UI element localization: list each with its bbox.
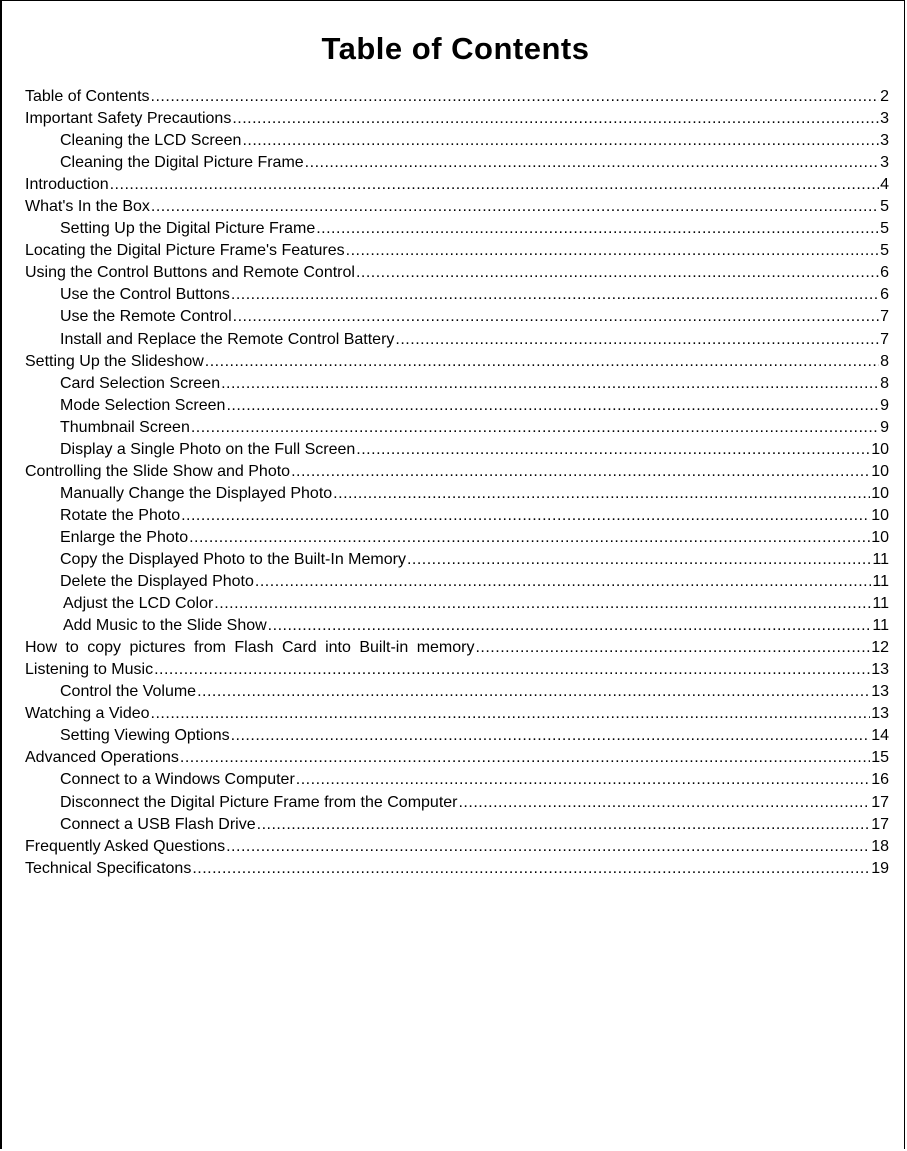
dot-leader <box>291 461 870 483</box>
dot-leader <box>205 351 879 373</box>
toc-entry[interactable] <box>25 461 889 483</box>
toc-entry[interactable] <box>25 152 889 174</box>
toc-entry-label: Use the Remote Control <box>60 308 232 326</box>
toc-entry-label: Card Selection Screen <box>60 374 221 392</box>
toc-entry-page-number: 13 <box>871 683 889 701</box>
toc-entry-label: Setting Up the Digital Picture Frame <box>60 220 316 238</box>
toc-entry-label: Enlarge the Photo <box>60 528 189 546</box>
toc-entry-page-number: 14 <box>871 727 889 745</box>
dot-leader <box>316 218 879 240</box>
dot-leader <box>356 262 879 284</box>
toc-entry[interactable] <box>25 681 889 703</box>
toc-entry[interactable] <box>25 858 889 880</box>
toc-entry-page-number: 5 <box>880 242 889 260</box>
toc-entry-page-number: 8 <box>880 352 889 370</box>
toc-entry-page-number: 8 <box>880 374 889 392</box>
toc-entry-page-number: 18 <box>871 837 889 855</box>
toc-entry-page-number: 12 <box>871 639 889 657</box>
toc-entry[interactable] <box>25 549 889 571</box>
toc-entry-page-number: 9 <box>880 418 889 436</box>
toc-entry[interactable] <box>25 615 889 637</box>
toc-entry-label: Connect to a Windows Computer <box>60 771 295 789</box>
toc-entry[interactable] <box>25 373 889 395</box>
toc-entry-label: Introduction <box>25 176 109 194</box>
dot-leader <box>151 196 879 218</box>
toc-entry-page-number: 13 <box>871 705 889 723</box>
toc-entry-label: What's In the Box <box>25 198 150 216</box>
dot-leader <box>191 417 879 439</box>
toc-entry[interactable] <box>25 439 889 461</box>
dot-leader <box>154 659 870 681</box>
toc-entry-page-number: 11 <box>872 550 889 568</box>
toc-entry-label: Watching a Video <box>25 705 150 723</box>
dot-leader <box>110 174 879 196</box>
toc-entry-label: Setting Viewing Options <box>60 727 230 745</box>
toc-entry-label: Disconnect the Digital Picture Frame from the Computer <box>60 793 458 811</box>
dot-leader <box>232 108 879 130</box>
dot-leader <box>395 329 879 351</box>
toc-entry[interactable] <box>25 218 889 240</box>
dot-leader <box>180 747 870 769</box>
toc-entry-page-number: 9 <box>880 396 889 414</box>
toc-entry-page-number: 7 <box>880 330 889 348</box>
toc-entry-label: Controlling the Slide Show and Photo <box>25 462 291 480</box>
toc-entry[interactable] <box>25 527 889 549</box>
dot-leader <box>233 306 879 328</box>
dot-leader <box>407 549 871 571</box>
toc-entry-label: Table of Contents <box>25 88 150 105</box>
toc-entry[interactable] <box>25 483 889 505</box>
toc-entry[interactable] <box>25 659 889 681</box>
toc-entry-page-number: 6 <box>880 264 889 282</box>
toc-entry-label: Install and Replace the Remote Control Battery <box>60 330 395 348</box>
toc-entry-page-number: 11 <box>872 595 889 613</box>
dot-leader <box>197 681 870 703</box>
toc-entry-page-number: 10 <box>871 440 889 458</box>
toc-entry-page-number: 3 <box>880 110 889 128</box>
toc-entry-label: Listening to Music <box>25 661 154 679</box>
toc-entry[interactable] <box>25 284 889 306</box>
dot-leader <box>181 505 870 527</box>
toc-entry[interactable] <box>25 505 889 527</box>
toc-entry-page-number: 17 <box>871 815 889 833</box>
toc-entry[interactable] <box>25 329 889 351</box>
toc-entry-page-number: 7 <box>880 308 889 326</box>
toc-entry-label: How to copy pictures from Flash Card into Built-in memory <box>25 639 475 657</box>
toc-entry-page-number: 11 <box>872 617 889 635</box>
toc-entry[interactable] <box>25 306 889 328</box>
toc-entry-label: Copy the Displayed Photo to the Built-In Memory <box>60 550 406 568</box>
toc-entry[interactable] <box>25 593 889 615</box>
toc-entry-label: Technical Specificatons <box>25 859 192 877</box>
toc-entry-label: Important Safety Precautions <box>25 110 232 128</box>
toc-entry-label: Cleaning the LCD Screen <box>60 132 242 150</box>
dot-leader <box>242 130 879 152</box>
toc-entry-label: Delete the Displayed Photo <box>60 573 254 591</box>
toc-entry-page-number: 13 <box>871 661 889 679</box>
toc-entry-label: Frequently Asked Questions <box>25 837 226 855</box>
toc-entry-label: Cleaning the Digital Picture Frame <box>60 154 304 172</box>
toc-entry[interactable] <box>25 351 889 373</box>
toc-entry-label: Setting Up the Slideshow <box>25 352 204 370</box>
toc-entry[interactable] <box>25 703 889 725</box>
toc-entry[interactable] <box>25 86 889 108</box>
toc-entry[interactable] <box>25 769 889 791</box>
dot-leader <box>475 637 870 659</box>
dot-leader <box>151 86 880 108</box>
toc-entry-label: Display a Single Photo on the Full Screen <box>60 440 356 458</box>
dot-leader <box>458 792 870 814</box>
dot-leader <box>346 240 879 262</box>
dot-leader <box>151 703 871 725</box>
dot-leader <box>221 373 879 395</box>
toc-entry[interactable] <box>25 417 889 439</box>
toc-entry-label: Thumbnail Screen <box>60 418 190 436</box>
toc-entry-label: Rotate the Photo <box>60 506 181 524</box>
toc-entry[interactable] <box>25 836 889 858</box>
dot-leader <box>231 725 871 747</box>
toc-entry-page-number: 11 <box>872 573 889 591</box>
toc-entry-page-number: 10 <box>871 484 889 502</box>
toc-entry-page-number: 10 <box>871 462 889 480</box>
dot-leader <box>333 483 870 505</box>
toc-entry[interactable] <box>25 792 889 814</box>
toc-entry[interactable] <box>25 108 889 130</box>
toc-entry-label: Use the Control Buttons <box>60 286 230 304</box>
toc-entry-page-number: 10 <box>871 528 889 546</box>
toc-entry[interactable] <box>25 725 889 747</box>
dot-leader <box>255 571 871 593</box>
dot-leader <box>268 615 872 637</box>
dot-leader <box>226 836 870 858</box>
toc-entry-page-number: 10 <box>871 506 889 524</box>
toc-entry[interactable] <box>25 747 889 769</box>
toc-entry-label: Add Music to the Slide Show <box>63 617 267 635</box>
toc-entry-page-number: 3 <box>880 154 889 172</box>
toc-entry[interactable] <box>25 571 889 593</box>
dot-leader <box>214 593 871 615</box>
toc-entry-label: Mode Selection Screen <box>60 396 226 414</box>
toc-entry-page-number: 4 <box>880 176 889 194</box>
toc-entry[interactable] <box>25 395 889 417</box>
toc-entry-label: Control the Volume <box>60 683 197 701</box>
dot-leader <box>226 395 879 417</box>
dot-leader <box>305 152 879 174</box>
toc-list <box>25 86 889 880</box>
toc-entry-page-number: 15 <box>871 749 889 767</box>
toc-entry[interactable] <box>25 130 889 152</box>
toc-entry-page-number: 17 <box>871 793 889 811</box>
toc-entry[interactable] <box>25 262 889 284</box>
toc-entry-page-number: 2 <box>880 88 889 105</box>
toc-entry-label: Using the Control Buttons and Remote Control <box>25 264 355 282</box>
toc-entry-label: Locating the Digital Picture Frame's Features <box>25 242 345 260</box>
toc-entry-label: Connect a USB Flash Drive <box>60 815 256 833</box>
toc-entry[interactable] <box>25 240 889 262</box>
toc-entry-label: Manually Change the Displayed Photo <box>60 484 333 502</box>
toc-entry-page-number: 16 <box>871 771 889 789</box>
dot-leader <box>192 858 870 880</box>
toc-entry[interactable] <box>25 174 889 196</box>
toc-entry[interactable] <box>25 196 889 218</box>
dot-leader <box>257 814 871 836</box>
page-title: Table of Contents <box>321 31 590 66</box>
dot-leader <box>231 284 879 306</box>
toc-entry[interactable] <box>25 637 889 659</box>
dot-leader <box>296 769 870 791</box>
toc-entry[interactable] <box>25 814 889 836</box>
toc-entry-page-number: 5 <box>880 198 889 216</box>
toc-entry-page-number: 19 <box>871 859 889 877</box>
dot-leader <box>189 527 870 549</box>
toc-entry-label: Advanced Operations <box>25 749 179 767</box>
toc-entry-page-number: 6 <box>880 286 889 304</box>
toc-entry-label: Adjust the LCD Color <box>63 595 214 613</box>
toc-entry-page-number: 5 <box>880 220 889 238</box>
toc-entry-page-number: 3 <box>880 132 889 150</box>
dot-leader <box>356 439 870 461</box>
